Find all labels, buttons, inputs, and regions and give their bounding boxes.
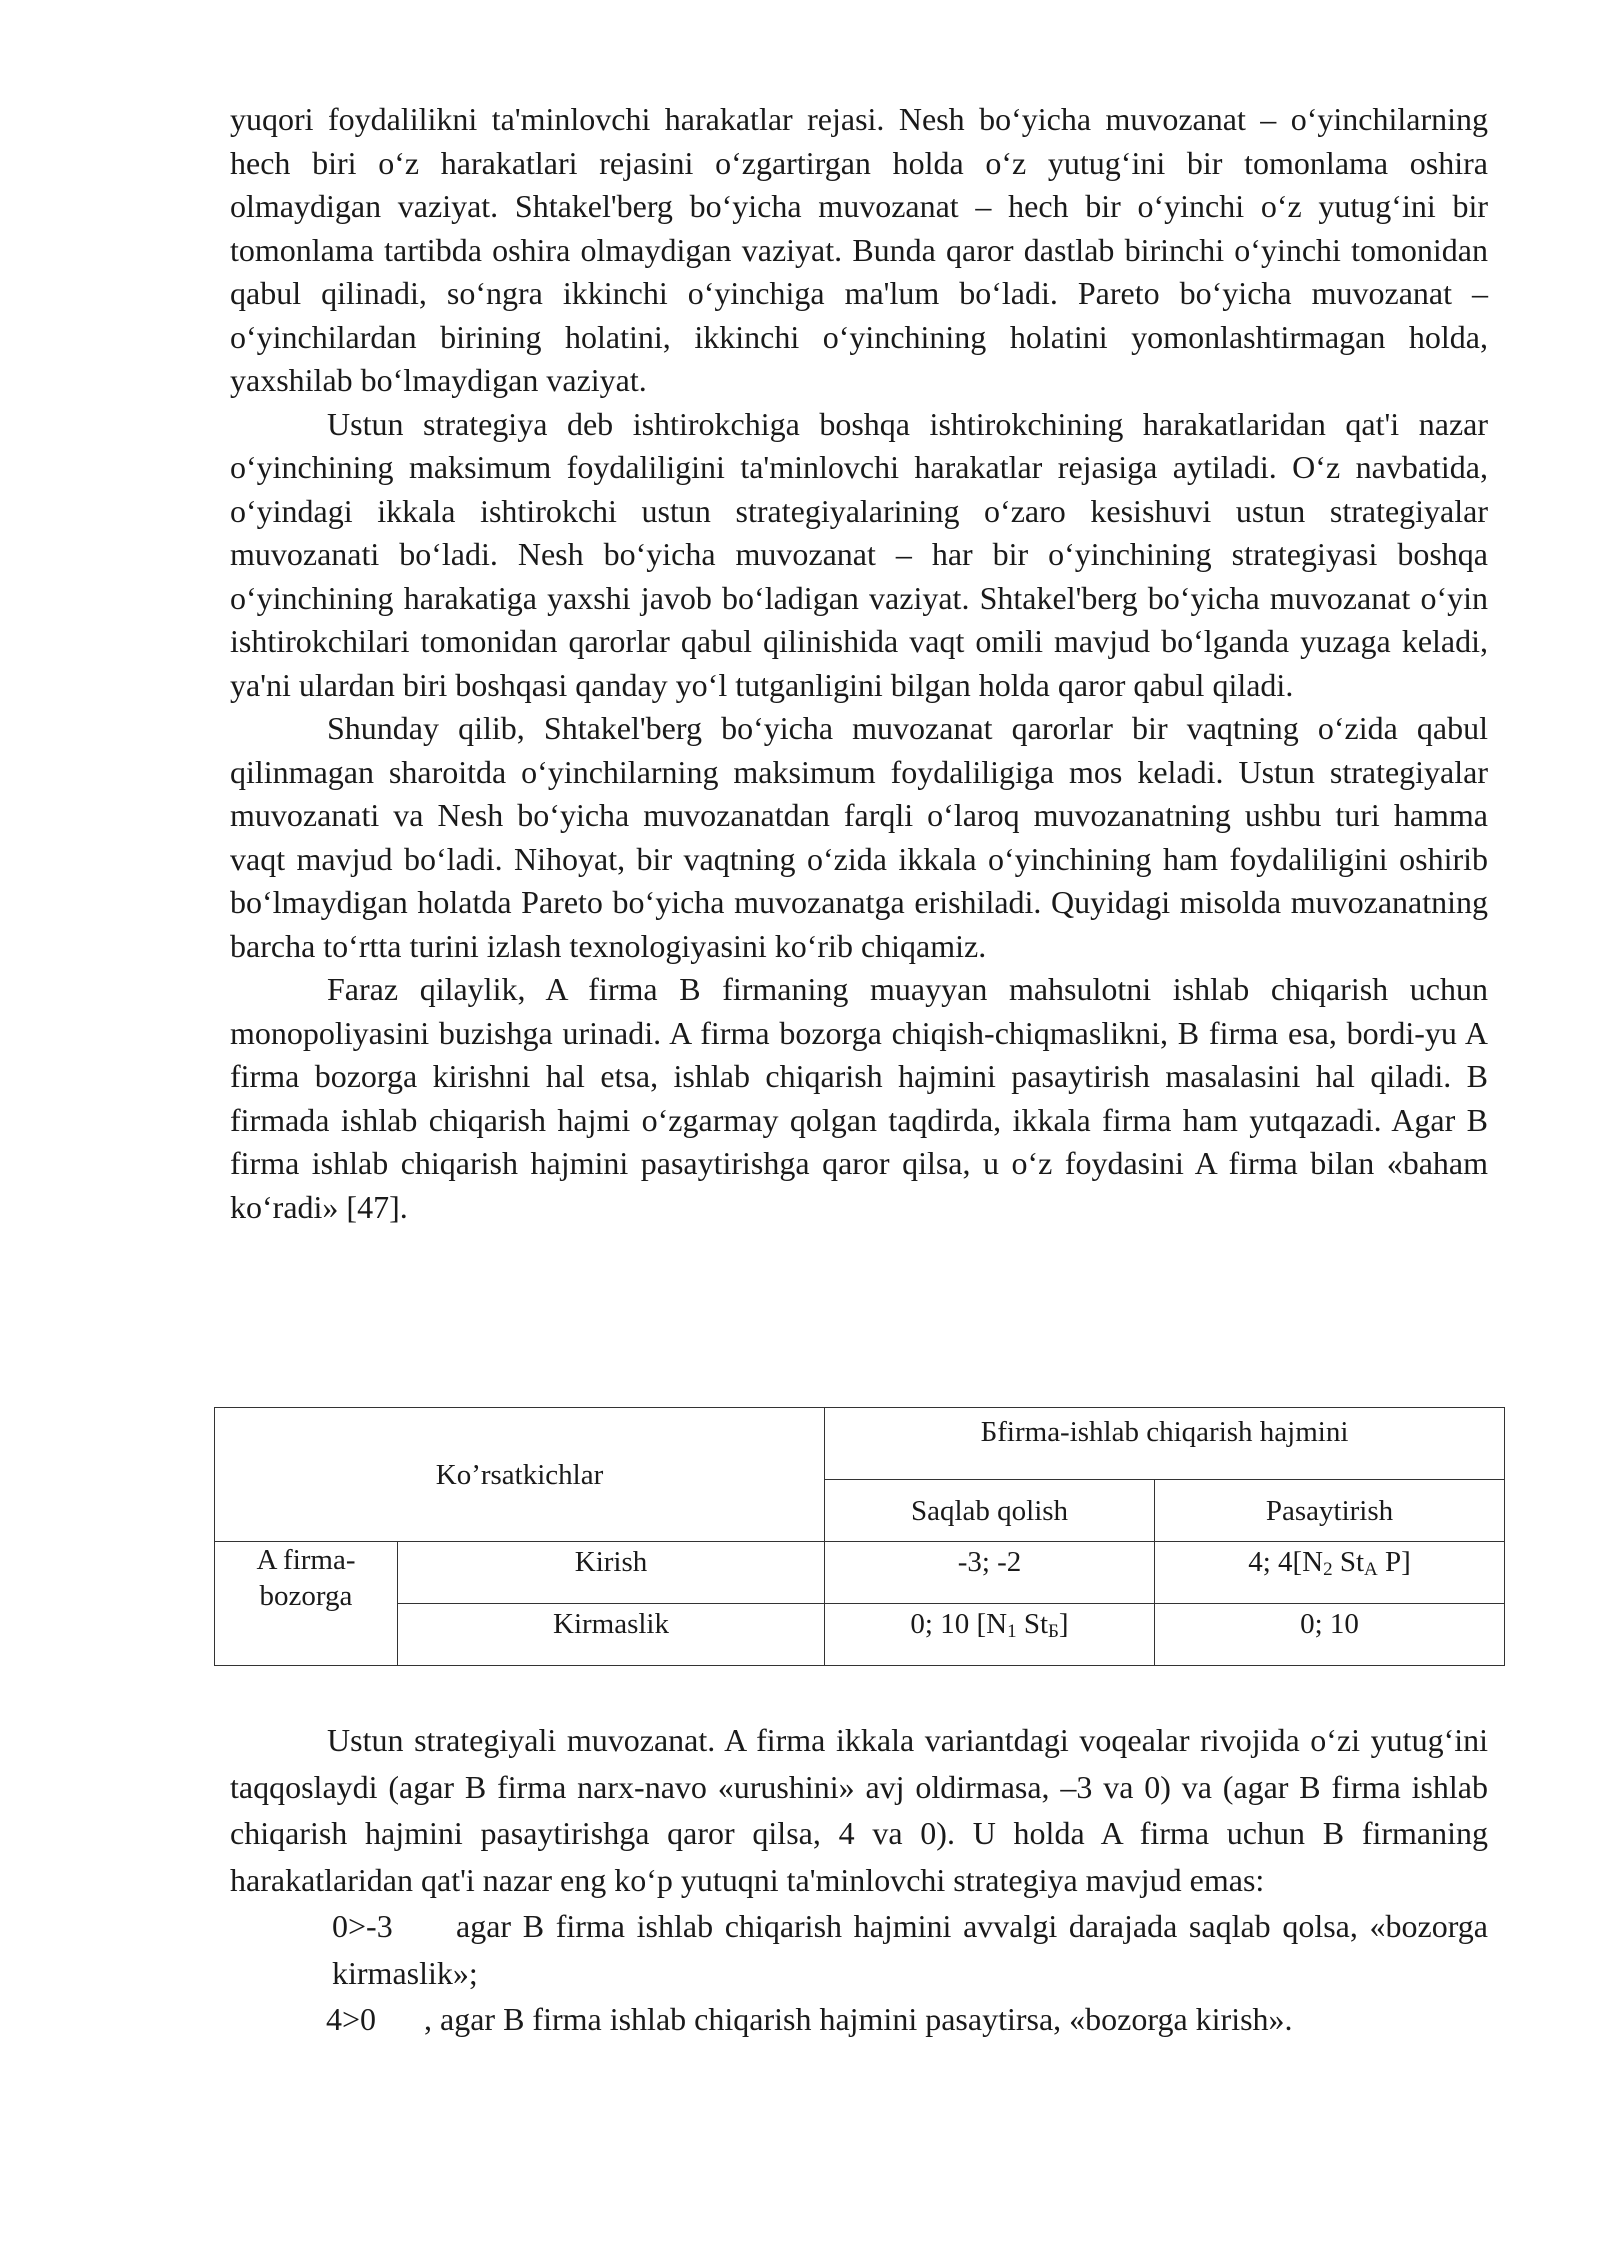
header-indicators: Ko’rsatkichlar bbox=[215, 1408, 825, 1542]
after-table-text bbox=[230, 1717, 1488, 2043]
header-keep: Saqlab qolish bbox=[825, 1480, 1155, 1542]
header-firm-b-volume: Бfirma-ishlab chiqarish hajmini bbox=[825, 1408, 1505, 1480]
row-label-not-enter: Kirmaslik bbox=[398, 1604, 825, 1666]
inequality-1-expr: 0>-3 bbox=[332, 1908, 393, 1944]
inequality-2-text: , agar B firma ishlab chiqarish hajmini pasaytirsa, «bozorga kirish». bbox=[424, 2001, 1293, 2037]
cell-enter-keep: -3; -2 bbox=[825, 1542, 1155, 1604]
paragraph-2: Ustun strategiya deb ishtirokchiga boshqa ishtirokchining harakatlaridan qat'i nazar o‘yinchining maksimum foydaliligini ta'minlovchi harakatlar rejasiga aytiladi. O‘z navbatida, o‘yindagi ikkala ishtirokchi ustun strategiyalarining o‘zaro kesishuvi ustun strategiyalar muvozanati bo‘ladi. Nesh bo‘yicha muvozanat – har bir o‘yinchining strategiyasi boshqa o‘yinchining harakatiga yaxshi javob bo‘ladigan vaziyat. Shtakel'berg bo‘yicha muvozanat o‘yin ishtirokchilari tomonidan qarorlar qabul qilinishida vaqt omili mavjud bo‘lganda yuzaga keladi, ya'ni ulardan biri boshqasi qanday yo‘l tutganligini bilgan holda qaror qabul qiladi. bbox=[230, 405, 1488, 703]
paragraph-1: yuqori foydalilikni ta'minlovchi harakatlar rejasi. Nesh bo‘yicha muvozanat – o‘yinchilarning hech biri o‘z harakatlari rejasini o‘zgartirgan holda o‘z yutug‘ini bir tomonlama oshira olmaydigan vaziyat. Shtakel'berg bo‘yicha muvozanat – hech bir o‘yinchi o‘z yutug‘ini bir tomonlama tartibda oshira olmaydigan vaziyat. Bunda qaror dastlab birinchi o‘yinchi tomonidan qabul qilinadi, so‘ngra ikkinchi o‘yinchiga ma'lum bo‘ladi. Pareto bo‘yicha muvozanat – o‘yinchilardan birining holatini, ikkinchi o‘yinchining holatini yomonlashtirmagan holda, yaxshilab bo‘lmaydigan vaziyat. bbox=[230, 101, 1488, 398]
row-label-enter: Kirish bbox=[398, 1542, 825, 1604]
body-text bbox=[230, 98, 1488, 1229]
payoff-matrix-table bbox=[214, 1407, 1505, 1666]
row-group-firm-a: A firma-bozorga bbox=[215, 1542, 398, 1666]
cell-not-enter-reduce: 0; 10 bbox=[1155, 1604, 1505, 1666]
inequality-1 bbox=[230, 1903, 1488, 1996]
paragraph-4: Faraz qilaylik, A firma B firmaning muayyan mahsulotni ishlab chiqarish uchun monopoliyasini buzishga urinadi. A firma bozorga chiqish-chiqmaslikni, B firma esa, bordi-yu A firma bozorga kirishni hal etsa, ishlab chiqarish hajmini pasaytirish masalasini hal qiladi. B firmada ishlab chiqarish hajmi o‘zgarmay qolgan taqdirda, ikkala firma ham yutqazadi. Agar B firma ishlab chiqarish hajmini pasaytirishga qaror qilsa, u o‘z foydasini A firma bilan «baham ko‘radi» [47]. bbox=[230, 971, 1488, 1225]
inequality-2-expr: 4>0 bbox=[326, 2001, 377, 2037]
inequality-1-text: agar B firma ishlab chiqarish hajmini avvalgi darajada saqlab qolsa, «bozorga kirmaslik»; bbox=[332, 1908, 1488, 1991]
inequality-2 bbox=[230, 1996, 1488, 2043]
cell-not-enter-keep: 0; 10 [$N_1$ $St_Б$] bbox=[825, 1604, 1155, 1666]
header-reduce: Pasaytirish bbox=[1155, 1480, 1505, 1542]
paragraph-3: Shunday qilib, Shtakel'berg bo‘yicha muvozanat qarorlar bir vaqtning o‘zida qabul qilinmagan sharoitda o‘yinchilarning maksimum foydaliligiga mos keladi. Ustun strategiyalar muvozanati va Nesh bo‘yicha muvozanatdan farqli o‘laroq muvozanatning ushbu turi hamma vaqt mavjud bo‘ladi. Nihoyat, bir vaqtning o‘zida ikkala o‘yinchining ham foydaliligini oshirib bo‘lmaydigan holatda Pareto bo‘yicha muvozanatga erishiladi. Quyidagi misolda muvozanatning barcha to‘rtta turini izlash texnologiyasini ko‘rib chiqamiz. bbox=[230, 710, 1488, 964]
cell-enter-reduce: 4; $4[N_2$ $St_A$ P] bbox=[1155, 1542, 1505, 1604]
paragraph-5: Ustun strategiyali muvozanat. A firma ikkala variantdagi voqealar rivojida o‘zi yutug‘ini taqqoslaydi (agar B firma narx-navo «urushini» avj oldirmasa, –3 va 0) va (agar B firma ishlab chiqarish hajmini pasaytirishga qaror qilsa, 4 va 0). U holda A firma uchun B firmaning harakatlaridan qat'i nazar eng ko‘p yutuqni ta'minlovchi strategiya mavjud emas: bbox=[230, 1722, 1488, 1898]
